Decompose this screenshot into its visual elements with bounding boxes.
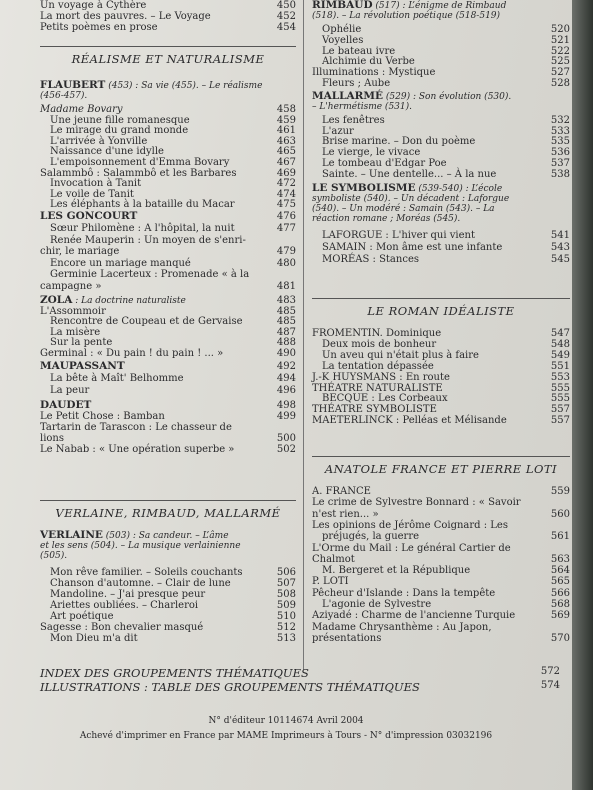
entry-title: Art poétique — [50, 611, 114, 622]
toc-entry — [312, 633, 570, 644]
author-subtitle: (453) : Sa vie (455). – Le réalisme — [105, 81, 263, 91]
page-number: 481 — [276, 281, 296, 292]
page-number: 454 — [276, 22, 296, 33]
page-shadow — [572, 0, 593, 790]
entry-title: THÉATRE NATURALISTE — [312, 382, 443, 394]
entry-title: Aziyadé : Charme de l'ancienne Turquie — [312, 610, 516, 622]
entry-title: Pêcheur d'Islande : Dans la tempête — [312, 587, 496, 599]
page-number: 566 — [550, 587, 570, 599]
toc-entry — [312, 126, 570, 137]
toc-entry — [40, 199, 296, 210]
page-number: 574 — [540, 680, 560, 691]
entry-title: Germinie Lacerteux : Promenade « à la — [50, 269, 250, 281]
page-number: 507 — [276, 578, 296, 589]
toc-entry — [40, 136, 296, 147]
entry-title: Salammbô : Salammbô et les Barbares — [40, 167, 237, 179]
toc-entry — [312, 588, 570, 599]
toc-entry — [40, 223, 296, 234]
entry-title: Le mirage du grand monde — [50, 125, 189, 137]
page-number: 545 — [550, 253, 570, 265]
entry-title: Une jeune fille romanesque — [50, 114, 190, 126]
section-rule — [312, 456, 570, 457]
entry-title: Le bateau ivre — [322, 45, 396, 57]
index-line — [40, 680, 560, 694]
toc-entry — [312, 24, 570, 35]
page-number: 520 — [550, 24, 570, 35]
entry-title: Mon Dieu m'a dit — [50, 633, 138, 644]
author-name: VERLAINE — [40, 529, 103, 541]
entry-title: Ariettes oubliées. – Charleroi — [50, 600, 199, 611]
toc-entry — [40, 168, 296, 179]
page-number: 557 — [550, 404, 570, 416]
author-subtitle: (529) : Son évolution (530). — [383, 91, 512, 102]
page-number: 502 — [276, 444, 296, 456]
entry-title: THÉATRE SYMBOLISTE — [312, 404, 437, 416]
page-number: 549 — [550, 349, 570, 361]
section-rule — [312, 298, 570, 299]
page-number: 525 — [550, 56, 570, 68]
toc-entry — [40, 385, 296, 396]
toc-entry — [40, 589, 296, 600]
toc-entry — [312, 169, 570, 180]
entry-title: chir, le mariage — [40, 246, 120, 258]
entry-title: Le tombeau d'Edgar Poe — [322, 158, 447, 169]
entry-title: Mon rêve familier. – Soleils couchants — [50, 567, 243, 578]
toc-entry — [40, 281, 296, 292]
toc-entry — [312, 404, 570, 415]
entry-title: Germinal : « Du pain ! du pain ! ... » — [40, 347, 224, 359]
page-number: 452 — [276, 11, 296, 22]
page-number: 467 — [276, 157, 296, 168]
entry-title: Chalmot — [312, 553, 355, 565]
entry-title: Sainte. – Une dentelle... – À la nue — [322, 168, 497, 180]
toc-entry — [312, 254, 570, 265]
entry-title: Ophélie — [322, 24, 362, 35]
toc-entry — [40, 104, 296, 115]
page-number: 555 — [550, 393, 570, 405]
toc-entry — [40, 567, 296, 578]
toc-entry — [40, 125, 296, 136]
page-number: 538 — [550, 168, 570, 180]
toc-entry — [312, 242, 570, 253]
author-subtitle: : La doctrine naturaliste — [72, 295, 186, 306]
author-heading — [40, 211, 296, 222]
page-number: 480 — [276, 257, 296, 269]
page-number: 533 — [550, 125, 570, 137]
entry-title: lions — [40, 433, 64, 445]
toc-entry — [312, 531, 570, 542]
author-name: FLAUBERT — [40, 79, 106, 91]
entry-title: Un aveu qui n'était plus à faire — [322, 349, 479, 361]
toc-entry — [40, 600, 296, 611]
toc-entry — [40, 306, 296, 317]
page-number: 508 — [276, 589, 296, 600]
entry-title: La mort des pauvres. – Le Voyage — [40, 11, 211, 22]
page-number: 570 — [550, 632, 570, 644]
toc-entry — [312, 158, 570, 169]
page-number: 535 — [550, 136, 570, 148]
entry-title: L'agonie de Sylvestre — [322, 599, 432, 610]
entry-title: L'azur — [322, 125, 354, 137]
entry-title: Le Nabab : « Une opération superbe » — [40, 444, 235, 456]
entry-title: M. Bergeret et la République — [322, 565, 471, 577]
page-number: 500 — [276, 433, 296, 445]
toc-entry — [312, 67, 570, 78]
author-name: ZOLA — [40, 293, 73, 306]
page-number: 483 — [276, 294, 296, 306]
page-number: 532 — [550, 114, 570, 126]
toc-entry — [312, 393, 570, 404]
page-number: 477 — [276, 223, 296, 234]
page-number: 553 — [550, 371, 570, 383]
footer-publisher: N° d'éditeur 10114674 Avril 2004 — [208, 716, 364, 726]
page-number: 475 — [276, 199, 296, 211]
page-number: 569 — [550, 610, 570, 622]
page-number: 469 — [276, 167, 296, 179]
entry-title: Encore un mariage manqué — [50, 257, 191, 269]
toc-entry — [312, 230, 570, 241]
entry-title: J.-K HUYSMANS : En route — [312, 371, 450, 383]
toc-entry — [312, 622, 570, 633]
entry-title: Le Petit Chose : Bamban — [40, 411, 165, 423]
page-number: 560 — [550, 508, 570, 520]
page-number: 476 — [276, 211, 296, 222]
page-number: 496 — [276, 385, 296, 397]
toc-entry — [40, 348, 296, 359]
toc-entry — [40, 269, 296, 280]
toc-entry — [40, 422, 296, 433]
author-name: DAUDET — [40, 399, 92, 412]
toc-entry — [312, 520, 570, 531]
toc-entry — [312, 383, 570, 394]
page-number: 527 — [550, 67, 570, 79]
entry-title: Le crime de Sylvestre Bonnard : « Savoir — [312, 497, 521, 509]
author-heading — [40, 361, 296, 372]
entry-title: n'est rien... » — [312, 508, 379, 520]
toc-entry — [40, 411, 296, 422]
entry-title: La misère — [50, 326, 101, 338]
toc-entry — [312, 372, 570, 383]
section-heading: VERLAINE, RIMBAUD, MALLARMÉ — [55, 506, 281, 520]
entry-title: MAETERLINCK : Pelléas et Mélisande — [312, 415, 507, 427]
page-number: 490 — [276, 347, 296, 359]
toc-entry — [40, 235, 296, 246]
page-number: 510 — [276, 611, 296, 622]
toc-entry — [40, 337, 296, 348]
author-subtitle: (505). — [40, 551, 68, 561]
entry-title: A. FRANCE — [312, 486, 371, 497]
toc-entry — [40, 433, 296, 444]
author-subtitle: réaction romane ; Moréas (545). — [312, 213, 461, 224]
page-number: 498 — [276, 400, 296, 412]
entry-title: préjugés, la guerre — [322, 531, 420, 543]
toc-entry — [312, 339, 570, 350]
entry-title: MORÉAS : Stances — [322, 253, 419, 265]
author-heading — [40, 400, 296, 411]
page-number: 543 — [550, 241, 570, 253]
page-number: 506 — [276, 567, 296, 578]
section-rule — [40, 46, 296, 47]
page-number: 565 — [550, 576, 570, 588]
toc-entry — [40, 444, 296, 455]
toc-entry — [312, 78, 570, 89]
toc-entry — [312, 35, 570, 46]
page-number: 509 — [276, 600, 296, 611]
author-subtitle: (503) : Sa candeur. – L’âme — [102, 531, 229, 541]
entry-title: Sœur Philomène : A l'hôpital, la nuit — [50, 223, 235, 234]
toc-entry — [312, 415, 570, 426]
author-subtitle: symboliste (540). – Un décadent : Laforgue — [312, 193, 510, 204]
toc-entry — [40, 578, 296, 589]
entry-title: Madame Bovary — [40, 104, 123, 115]
index-label: ILLUSTRATIONS : TABLE DES GROUPEMENTS THÉMATIQUES — [40, 680, 420, 694]
page-number: 528 — [550, 78, 570, 89]
toc-entry — [312, 361, 570, 372]
author-name: MALLARMÉ — [312, 89, 384, 102]
toc-entry — [40, 373, 296, 384]
page-number: 559 — [550, 486, 570, 497]
entry-title: BECQUE : Les Corbeaux — [322, 393, 448, 405]
entry-title: Les opinions de Jérôme Coignard : Les — [312, 519, 508, 531]
page-number: 458 — [276, 104, 296, 115]
toc-entry — [312, 497, 570, 508]
entry-title: L'empoisonnement d'Emma Bovary — [50, 157, 230, 168]
page-number: 492 — [276, 361, 296, 373]
entry-title: L'Orme du Mail : Le général Cartier de — [312, 542, 511, 554]
toc-entry — [312, 56, 570, 67]
page-number: 563 — [550, 553, 570, 565]
entry-title: Les fenêtres — [322, 114, 385, 126]
entry-title: Fleurs ; Aube — [322, 78, 391, 89]
index-label: INDEX DES GROUPEMENTS THÉMATIQUES — [40, 666, 309, 680]
toc-entry — [312, 565, 570, 576]
toc-entry — [40, 622, 296, 633]
entry-title: Voyelles — [322, 34, 364, 46]
entry-title: Sagesse : Bon chevalier masqué — [40, 622, 204, 633]
toc-entry — [40, 189, 296, 200]
toc-entry — [312, 610, 570, 621]
toc-entry — [40, 146, 296, 157]
entry-title: Renée Mauperin : Un moyen de s'enri- — [50, 234, 246, 246]
toc-entry — [40, 178, 296, 189]
author-name: MAUPASSANT — [40, 360, 125, 373]
page-number: 459 — [276, 114, 296, 126]
column-separator — [303, 0, 304, 670]
entry-title: La bête à Maît' Belhomme — [50, 373, 184, 385]
toc-entry — [312, 147, 570, 158]
toc-entry — [312, 328, 570, 339]
page-number: 536 — [550, 147, 570, 159]
toc-entry — [40, 327, 296, 338]
entry-title: Rencontre de Coupeau et de Gervaise — [50, 316, 243, 328]
page-number: 547 — [550, 328, 570, 339]
toc-entry — [40, 115, 296, 126]
page-number: 572 — [540, 666, 560, 677]
author-subtitle: (540). – Un modéré : Samain (543). – La — [312, 203, 495, 214]
page-number: 465 — [276, 146, 296, 158]
page-number: 494 — [276, 373, 296, 385]
section-rule — [40, 500, 296, 501]
author-name: RIMBAUD — [312, 0, 373, 11]
toc-entry — [40, 157, 296, 168]
toc-entry — [40, 316, 296, 327]
entry-title: Alchimie du Verbe — [322, 56, 415, 68]
entry-title: P. LOTI — [312, 576, 349, 588]
page-number: 472 — [276, 178, 296, 190]
entry-title: Deux mois de bonheur — [322, 338, 437, 350]
page-number: 487 — [276, 326, 296, 338]
entry-title: Madame Chrysanthème : Au Japon, — [312, 621, 492, 633]
index-line — [40, 666, 560, 680]
toc-entry — [312, 576, 570, 587]
toc-entry — [40, 22, 296, 33]
toc-entry — [312, 46, 570, 57]
entry-title: Les éléphants à la bataille du Macar — [50, 199, 235, 211]
section-heading: ANATOLE FRANCE ET PIERRE LOTI — [324, 462, 558, 476]
page-number: 541 — [550, 229, 570, 241]
toc-entry — [312, 486, 570, 497]
entry-title: Un voyage à Cythère — [40, 0, 147, 11]
page-number: 548 — [550, 338, 570, 350]
entry-title: Le voile de Tanit — [50, 188, 134, 200]
entry-title: campagne » — [40, 281, 102, 292]
page-number: 551 — [550, 360, 570, 372]
page-number: 521 — [550, 34, 570, 46]
entry-title: présentations — [312, 632, 382, 644]
page-number: 479 — [276, 246, 296, 258]
author-name: LE SYMBOLISME — [312, 181, 416, 194]
toc-entry — [40, 11, 296, 22]
author-name: LES GONCOURT — [40, 210, 138, 222]
author-subtitle: (539-540) : L’école — [415, 183, 503, 194]
page-number: 555 — [550, 382, 570, 394]
entry-title: Illuminations : Mystique — [312, 67, 436, 79]
entry-title: Sur la pente — [50, 337, 113, 349]
toc-entry — [40, 633, 296, 644]
page-number: 485 — [276, 316, 296, 328]
toc-entry — [40, 0, 296, 11]
entry-title: Petits poèmes en prose — [40, 22, 158, 33]
page-number: 485 — [276, 305, 296, 317]
page-number: 499 — [276, 411, 296, 423]
page-number: 522 — [550, 45, 570, 57]
toc-entry — [312, 115, 570, 126]
entry-title: SAMAIN : Mon âme est une infante — [322, 241, 503, 253]
entry-title: FROMENTIN. Dominique — [312, 328, 442, 339]
page-number: 461 — [276, 125, 296, 137]
entry-title: La tentation dépassée — [322, 360, 434, 372]
author-subtitle: (517) : L’énigme de Rimbaud — [372, 1, 507, 11]
page-number: 537 — [550, 158, 570, 169]
entry-title: Brise marine. – Don du poème — [322, 136, 476, 148]
toc-entry — [312, 136, 570, 147]
author-subtitle: – L'hermétisme (531). — [312, 101, 412, 112]
toc-entry — [312, 509, 570, 520]
entry-title: Tartarin de Tarascon : Le chasseur de — [40, 422, 232, 434]
entry-title: L'arrivée à Yonville — [50, 135, 148, 147]
page-number: 450 — [276, 0, 296, 11]
page-number: 561 — [550, 531, 570, 543]
page-number: 557 — [550, 415, 570, 427]
toc-entry — [312, 599, 570, 610]
page-number: 474 — [276, 188, 296, 200]
entry-title: L'Assommoir — [40, 305, 106, 317]
entry-title: Mandoline. – J'ai presque peur — [50, 589, 206, 600]
page-number: 513 — [276, 633, 296, 644]
toc-entry — [312, 350, 570, 361]
page-number: 564 — [550, 565, 570, 577]
toc-entry — [40, 611, 296, 622]
toc-entry — [40, 258, 296, 269]
entry-title: Chanson d'automne. – Clair de lune — [50, 578, 231, 589]
page-number: 463 — [276, 135, 296, 147]
page-number: 512 — [276, 622, 296, 633]
section-heading: RÉALISME ET NATURALISME — [71, 52, 265, 66]
page-number: 568 — [550, 599, 570, 610]
entry-title: La peur — [50, 385, 90, 397]
author-subtitle: (456-457). — [40, 91, 88, 101]
entry-title: Invocation à Tanit — [50, 178, 142, 190]
author-subtitle: (518). – La révolution poétique (518-519) — [312, 11, 501, 21]
entry-title: Le vierge, le vivace — [322, 147, 421, 159]
page-number: 488 — [276, 337, 296, 349]
entry-title: Naissance d'une idylle — [50, 146, 164, 158]
toc-entry — [312, 554, 570, 565]
toc-entry — [312, 543, 570, 554]
toc-entry — [40, 246, 296, 257]
entry-title: LAFORGUE : L'hiver qui vient — [322, 229, 475, 241]
footer-printer: Achevé d'imprimer en France par MAME Imprimeurs à Tours - N° d'impression 03032196 — [79, 731, 493, 741]
section-heading: LE ROMAN IDÉALISTE — [367, 304, 515, 318]
author-subtitle: et les sens (504). – La musique verlainienne — [40, 541, 241, 551]
